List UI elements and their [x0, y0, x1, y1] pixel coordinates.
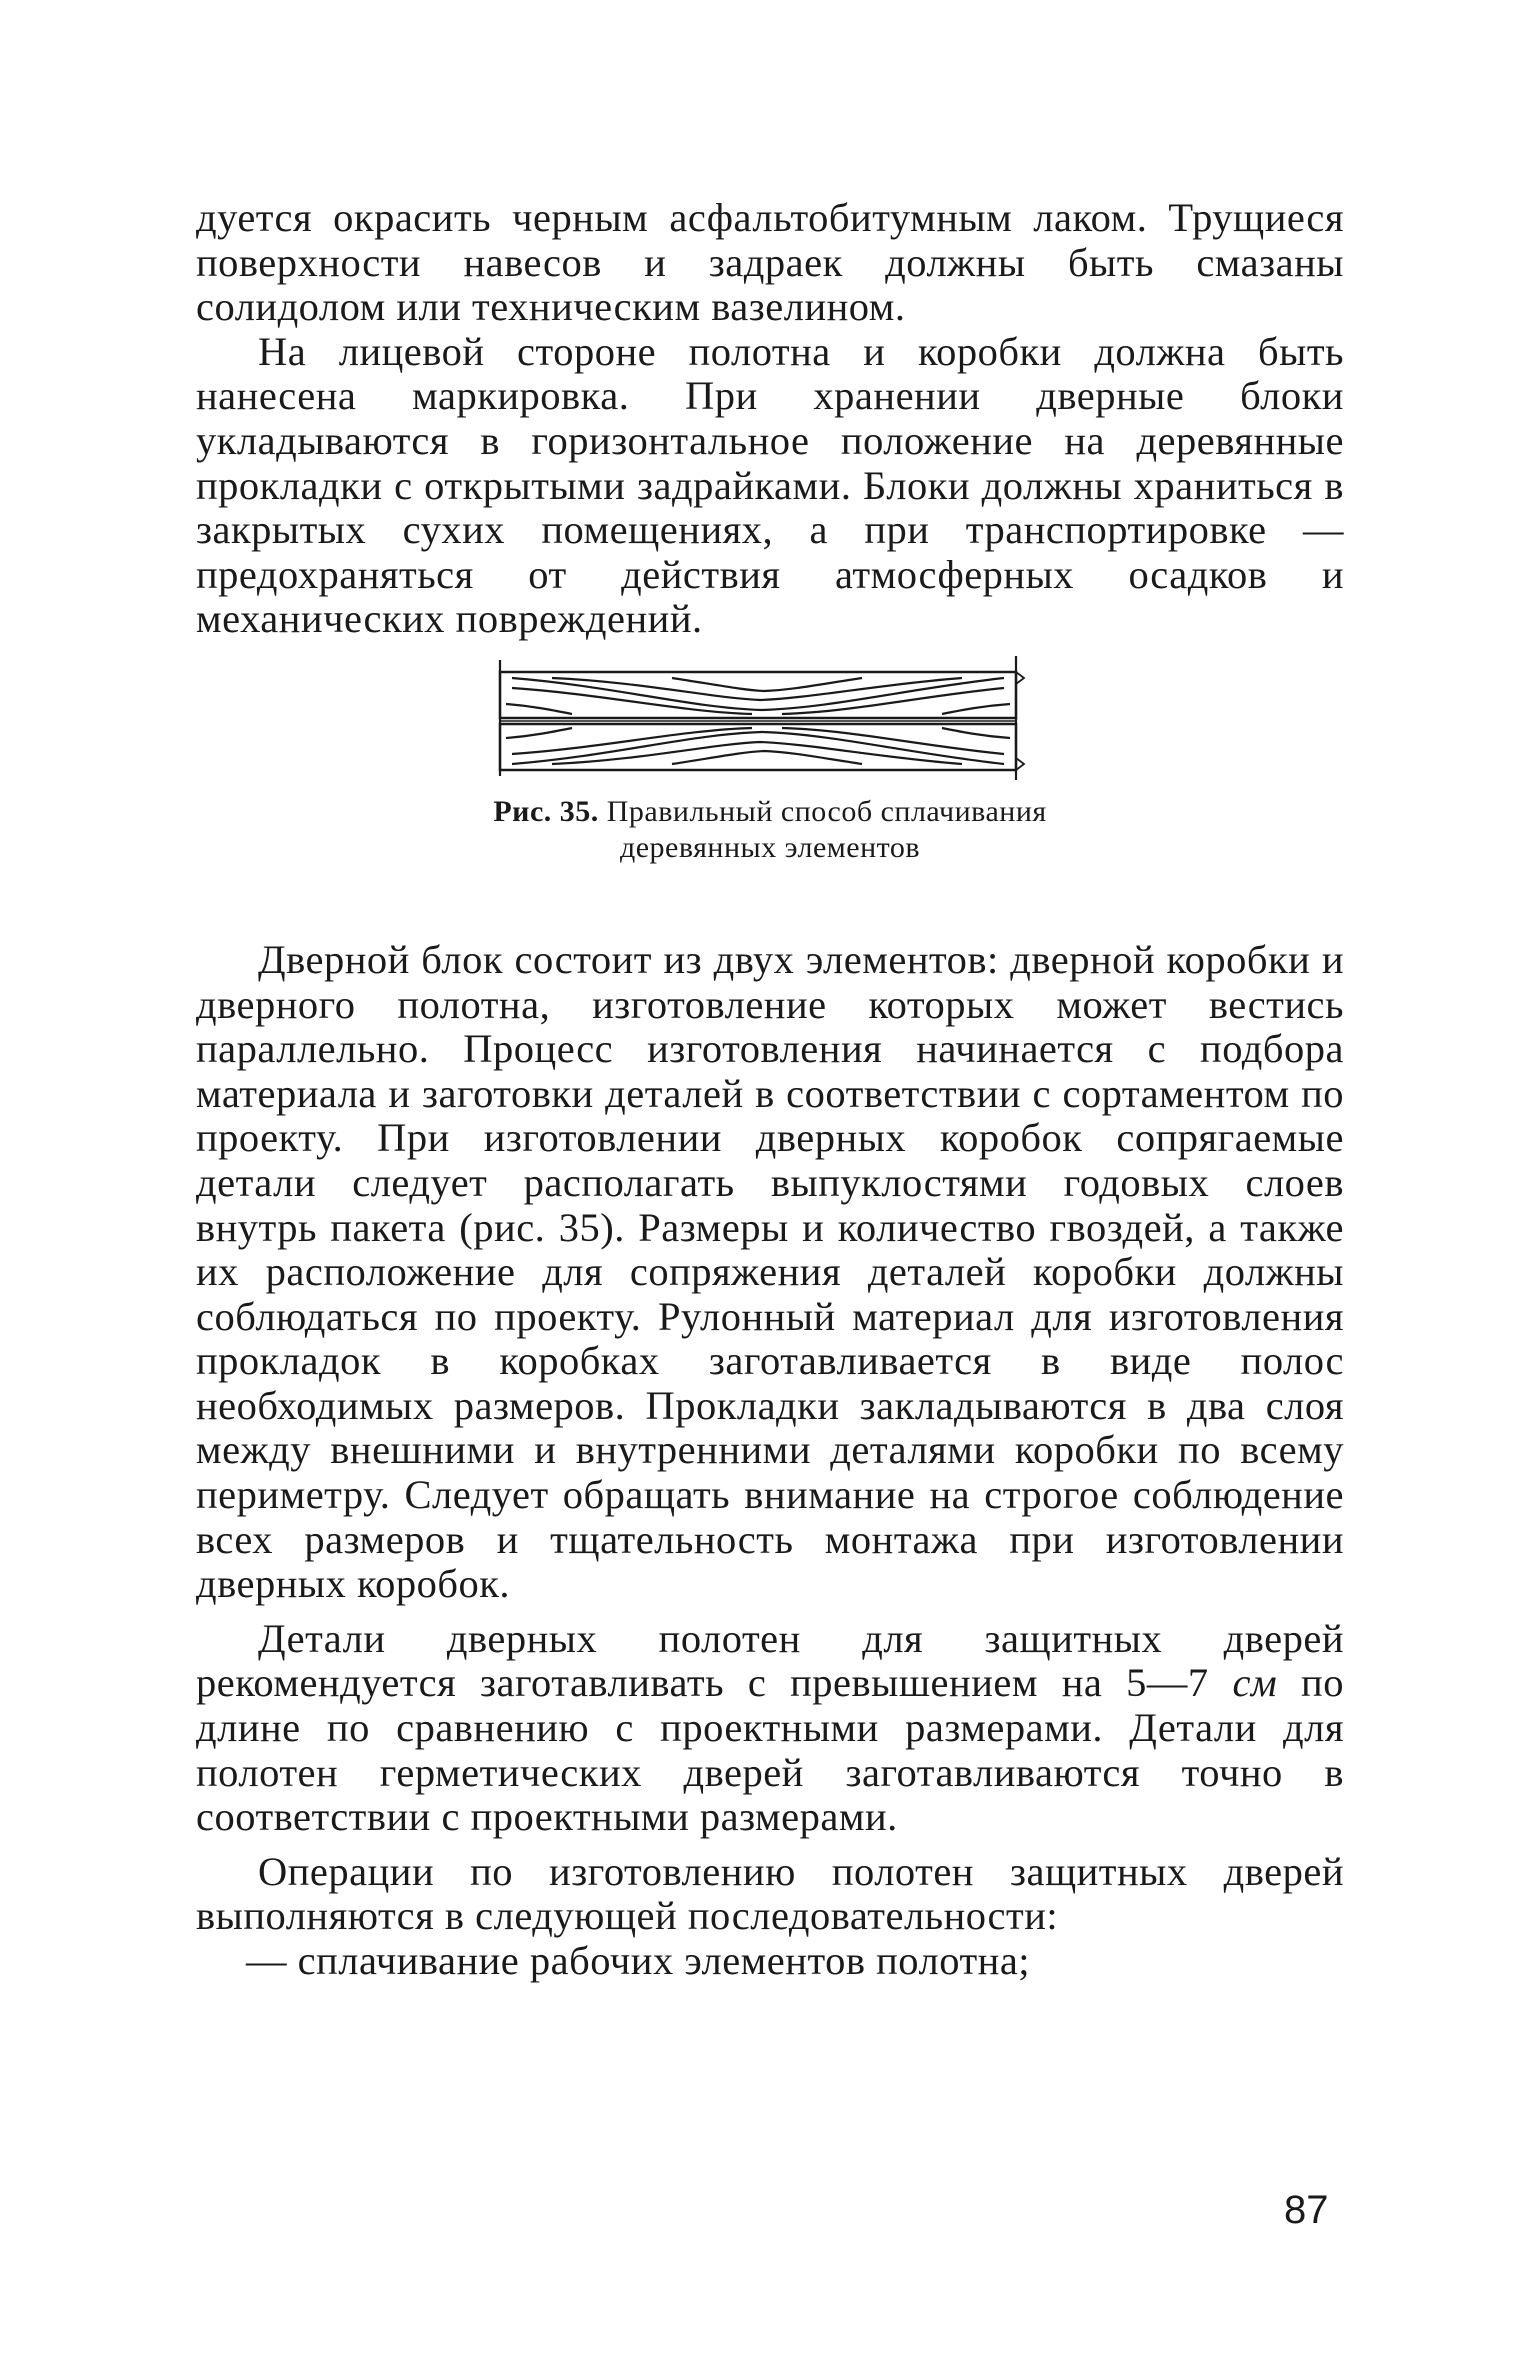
paragraph-1: дуется окрасить черным асфальтобитумным лаком. Трущиеся поверхности навесов и задраек должны быть смазаны солидолом или техническим вазелином. — [196, 195, 1344, 330]
wood-joining-diagram — [492, 648, 1052, 788]
paragraph-4 — [196, 1617, 1344, 1840]
page-body — [196, 196, 1344, 1984]
figure-caption — [490, 794, 1050, 866]
paragraph-4-start: Детали дверных полотен для защитных дверей рекомендуется заготавливать с превышением на 5—7 — [196, 1615, 1344, 1706]
figure-caption-wrap — [196, 790, 1344, 866]
figure-35 — [196, 648, 1344, 876]
paragraph-3: Дверной блок состоит из двух элементов: дверной коробки и дверного полотна, изготовление которых может вестись параллельно. Процесс изготовления начинается с подбора материала и заготовки деталей в соответствии с сортаментом по проекту. При изготовлении дверных коробок сопрягаемые детали следует располагать выпуклостями годовых слоев внутрь пакета (рис. 35). Размеры и количество гвоздей, а также их расположение для сопряжения деталей коробки должны соблюдаться по проекту. Рулонный материал для изготовления прокладок в коробках заготавливается в виде полос необходимых размеров. Прокладки закладываются в два слоя между внешними и внутренними деталями коробки по всему периметру. Следует обращать внимание на строгое соблюдение всех размеров и тщательность монтажа при изготовлении дверных коробок. — [196, 936, 1344, 1607]
unit-cm: см — [1232, 1660, 1278, 1706]
upper-grain-1 — [512, 678, 1004, 710]
figure-label: Рис. 35. — [493, 794, 599, 828]
paragraph-4-end: по длине по сравнению с проектными размерами. Детали для полотен герметических дверей заготавливаются точно в соответствии с проектными размерами. — [196, 1660, 1344, 1840]
paragraph-5: Операции по изготовлению полотен защитных дверей выполняются в следующей последовательности: — [196, 1848, 1344, 1939]
list-item: — сплачивание рабочих элементов полотна; — [246, 1938, 1031, 1983]
page-number: 87 — [1284, 2188, 1329, 2232]
paragraph-2: На лицевой стороне полотна и коробки должна быть нанесена маркировка. При хранении дверные блоки укладываются в горизонтальное положение на деревянные прокладки с открытыми задрайками. Блоки должны храниться в закрытых сухих помещениях, а при транспортировке — предохраняться от действия атмосферных осадков и механических повреждений. — [196, 328, 1344, 642]
lower-grain-1 — [512, 732, 1004, 764]
figure-caption-text: Правильный способ сплачивания деревянных элементов — [606, 794, 1047, 864]
